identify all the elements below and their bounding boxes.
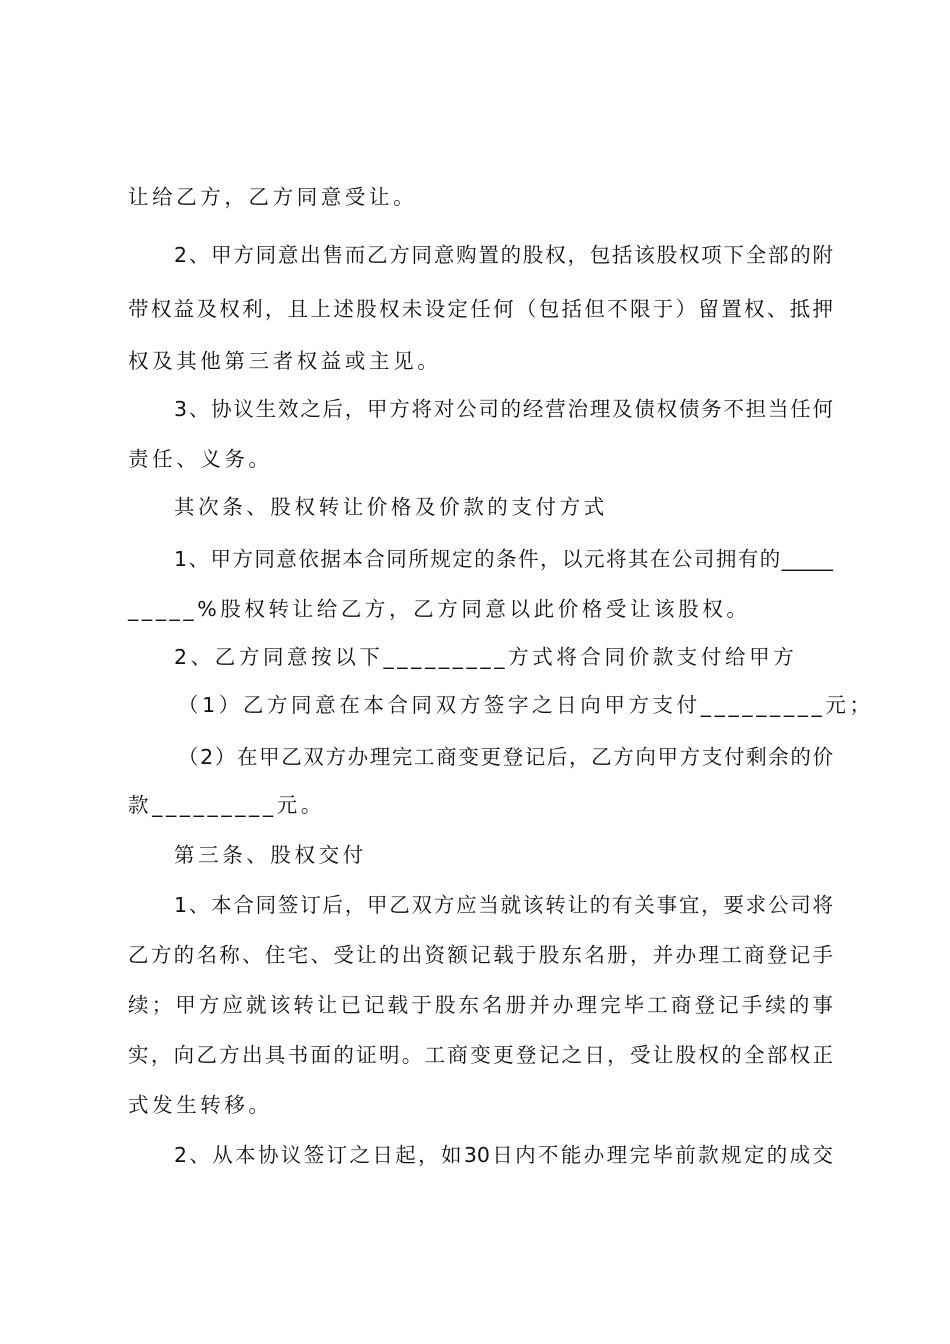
text-line: 1、甲方同意依据本合同所规定的条件，以元将其在公司拥有的_____ <box>174 547 833 571</box>
section-heading: 其次条、股权转让价格及价款的支付方式 <box>174 495 608 519</box>
text-line: 2、乙方同意按以下_________方式将合同价款支付给甲方 <box>174 645 798 669</box>
text-line: 带权益及权利，且上述股权未设定任何（包括但不限于）留置权、抵押 <box>128 297 833 321</box>
text-line: 让给乙方，乙方同意受让。 <box>128 185 418 209</box>
text-line: 1、本合同签订后，甲乙双方应当就该转让的有关事宜，要求公司将 <box>174 893 833 917</box>
text-line: 式发生转移。 <box>128 1093 273 1117</box>
text-line: 2、甲方同意出售而乙方同意购置的股权，包括该股权项下全部的附 <box>174 243 833 267</box>
text-line: （1）乙方同意在本合同双方签字之日向甲方支付_________元； <box>178 693 874 717</box>
text-line: 3、协议生效之后，甲方将对公司的经营治理及债权债务不担当任何 <box>174 397 833 421</box>
text-line: 责任、义务。 <box>128 447 273 471</box>
text-line: _____%股权转让给乙方，乙方同意以此价格受让该股权。 <box>128 597 751 621</box>
text-line: 续；甲方应就该转让已记载于股东名册并办理完毕工商登记手续的事 <box>128 993 833 1017</box>
text-line: 款_________元。 <box>128 793 325 817</box>
text-line: 实，向乙方出具书面的证明。工商变更登记之日，受让股权的全部权正 <box>128 1043 833 1067</box>
text-line: 2、从本协议签订之日起，如30日内不能办理完毕前款规定的成交 <box>174 1143 833 1167</box>
text-line: （2）在甲乙双方办理完工商变更登记后，乙方向甲方支付剩余的价 <box>178 745 833 769</box>
section-heading: 第三条、股权交付 <box>174 843 367 867</box>
text-line: 权及其他第三者权益或主见。 <box>128 349 442 373</box>
text-line: 乙方的名称、住宅、受让的出资额记载于股东名册，并办理工商登记手 <box>128 943 833 967</box>
